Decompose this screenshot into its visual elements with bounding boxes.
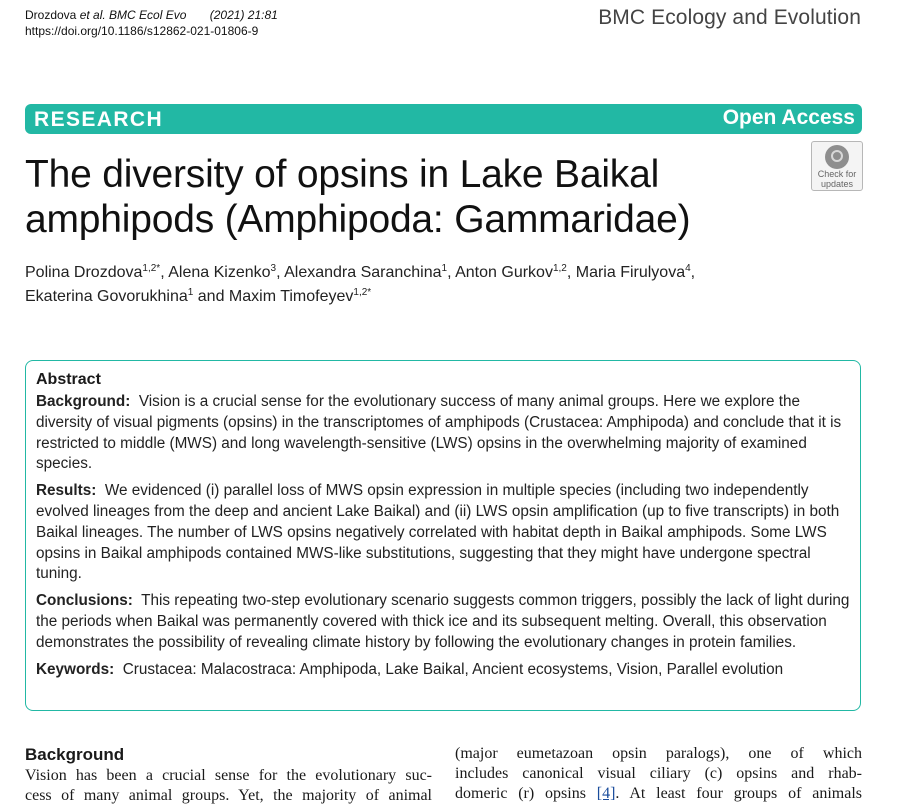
- body-column-left: [25, 744, 432, 806]
- citation-year-volume: (2021) 21:81: [209, 8, 278, 22]
- author-affiliation: 3: [270, 263, 277, 274]
- body-column-right: [455, 744, 862, 804]
- citation-authors: Drozdova: [25, 8, 77, 22]
- body-line: cess of many animal groups. Yet, the majority of animal: [25, 787, 432, 804]
- author-name[interactable]: Ekaterina Govorukhina: [25, 288, 188, 305]
- body-line: [455, 784, 862, 804]
- author-separator: ,: [160, 264, 169, 281]
- author-name[interactable]: Polina Drozdova: [25, 264, 143, 281]
- doi-link[interactable]: https://doi.org/10.1186/s12862-021-01806-9: [25, 24, 259, 38]
- abstract-background-text: Vision is a crucial sense for the evolutionary success of many animal groups. Here we explore the diversity of visual pigments (opsins) in the transcriptomes of amphipods (Crustacea: Amphipoda) and conclude that it is restricted to middle (MWS) and long wavelength-sensitive (LWS) opsins in the overwhelming majority of examined species.: [36, 393, 842, 473]
- abstract-results-label: Results:: [36, 482, 97, 500]
- citation-line: [25, 7, 278, 23]
- author-name[interactable]: Alexandra Saranchina: [284, 264, 442, 281]
- body-line-text: . At least four groups of animals: [615, 785, 862, 802]
- article-type-banner: [25, 104, 862, 134]
- abstract-conclusions-label: Conclusions:: [36, 592, 133, 610]
- body-text: [25, 766, 432, 806]
- author-separator: ,: [447, 264, 456, 281]
- body-line: includes canonical visual ciliary (c) opsins and rhab-: [455, 765, 862, 782]
- article-title: The diversity of opsins in Lake Baikal amphipods (Amphipoda: Gammaridae): [25, 153, 691, 241]
- body-line: Vision has been a crucial sense for the evolutionary suc-: [25, 767, 432, 784]
- check-for-updates-line2: updates: [820, 179, 854, 189]
- abstract-results-text: We evidenced (i) parallel loss of MWS opsin expression in multiple species (including two independently evolved lineages from the deep and ancient Lake Baikal) and (ii) LWS opsin amplification (up to five transcripts) in both Baikal lineages. The number of LWS opsins negatively correlated with habitat depth in Baikal amphipods. Some LWS opsins in Baikal amphipods contained MWS-like substitutions, suggesting that they might have undergone spectral tuning.: [36, 482, 840, 583]
- abstract-background-label: Background:: [36, 393, 131, 410]
- author-name[interactable]: Maxim Timofeyev: [228, 288, 354, 305]
- article-type-label: RESEARCH: [34, 108, 164, 131]
- citation-journal: et al. BMC Ecol Evo: [79, 8, 187, 22]
- author-separator: ,: [566, 264, 576, 281]
- check-for-updates-icon: [825, 145, 849, 169]
- author-affiliation: 4: [685, 263, 691, 274]
- author-affiliation: 1: [187, 287, 194, 298]
- abstract-heading: Abstract: [36, 371, 101, 388]
- citation-header: [25, 7, 278, 39]
- author-separator: ,: [690, 264, 696, 281]
- abstract-conclusions-text: This repeating two-step evolutionary scenario suggests common triggers, possibly the lack of light during the periods when Baikal was permanently covered with thick ice and its subsequent melting. Overall, this observation demonstrates the possibility of revealing climate history by following the evolutionary changes in protein families.: [36, 592, 850, 651]
- author-separator: ,: [276, 264, 285, 281]
- abstract-keywords-text: Crustacea: Malacostraca: Amphipoda, Lake Baikal, Ancient ecosystems, Vision, Parallel evolution: [122, 660, 784, 678]
- abstract-conclusions: [36, 591, 850, 653]
- body-line: (major eumetazoan opsin paralogs), one of which: [455, 745, 862, 762]
- check-for-updates-line1: Check for: [817, 169, 857, 179]
- citation-link[interactable]: [4]: [596, 785, 616, 802]
- body-line-text: domeric (r) opsins: [455, 785, 597, 802]
- author-list: [25, 261, 815, 309]
- section-heading: Background: [25, 745, 125, 764]
- abstract-results: [36, 481, 850, 585]
- journal-name: BMC Ecology and Evolution: [598, 6, 861, 29]
- abstract-background: [36, 392, 850, 475]
- author-name[interactable]: Maria Firulyova: [575, 264, 686, 281]
- abstract-keywords-label: Keywords:: [36, 660, 115, 678]
- author-affiliation: 1: [441, 263, 448, 274]
- author-affiliation: 1,2: [552, 263, 567, 274]
- author-affiliation: 1,2*: [142, 263, 161, 274]
- author-name[interactable]: Anton Gurkov: [455, 264, 553, 281]
- body-text: [455, 744, 862, 804]
- author-affiliation: 1,2*: [353, 287, 372, 298]
- abstract-box: [25, 360, 861, 711]
- author-name[interactable]: Alena Kizenko: [168, 264, 271, 281]
- author-conjunction: and: [193, 288, 229, 305]
- open-access-label: Open Access: [722, 106, 855, 129]
- check-for-updates-badge[interactable]: [811, 141, 863, 191]
- abstract-keywords: [36, 660, 850, 681]
